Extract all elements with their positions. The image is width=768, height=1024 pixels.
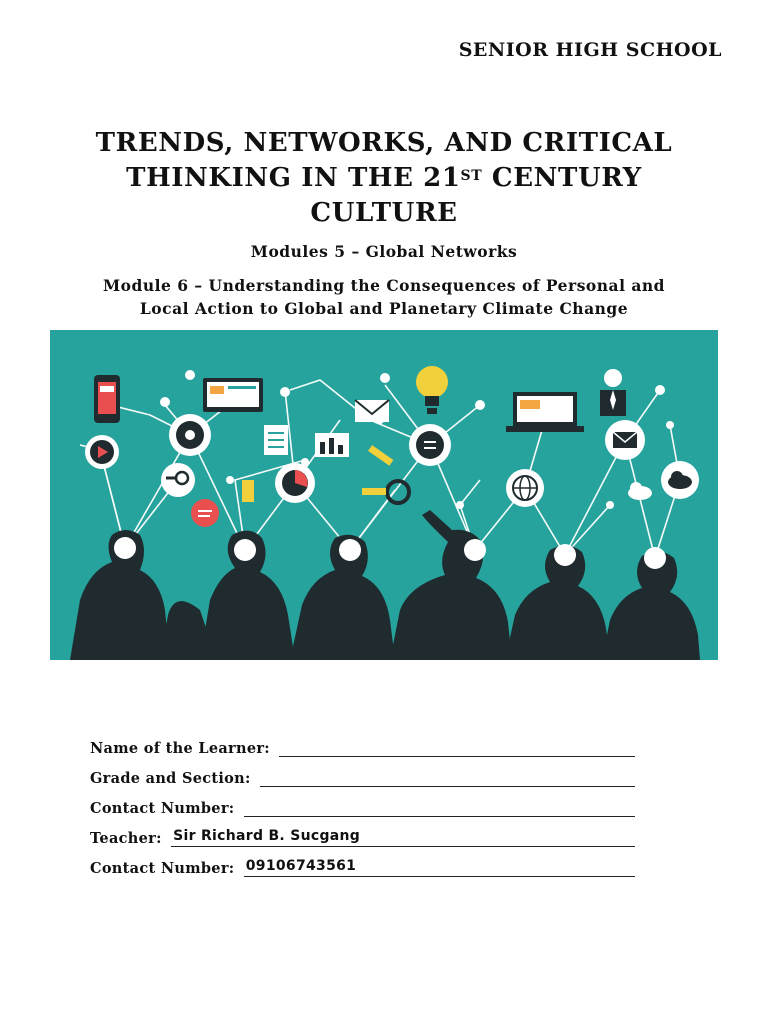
chat-icon (191, 499, 219, 527)
module-title (50, 126, 718, 231)
global-networks-illustration (50, 330, 718, 660)
learner-info-form (90, 727, 635, 877)
magnifier-icon (161, 463, 195, 497)
gear-icon (169, 414, 211, 456)
grade-section-label: Grade and Section: (90, 770, 256, 787)
superscript-st: ST (460, 168, 483, 184)
learner-name-label: Name of the Learner: (90, 740, 276, 757)
teacher-row (90, 817, 635, 847)
lightbulb-icon (416, 366, 448, 414)
learner-contact-field[interactable] (244, 797, 635, 817)
learner-contact-label: Contact Number: (90, 800, 240, 817)
title-line-3: CULTURE (310, 198, 458, 228)
play-icon (85, 435, 119, 469)
school-level-heading: SENIOR HIGH SCHOOL (458, 39, 722, 61)
laptop-icon (506, 392, 584, 432)
document-icon (264, 425, 288, 455)
people-silhouettes (70, 510, 700, 660)
title-line-2: THINKING IN THE 21ST CENTURY (126, 163, 642, 193)
grade-section-row (90, 757, 635, 787)
module-5-subtitle: Modules 5 – Global Networks (250, 242, 518, 261)
network-illustration-svg (50, 330, 718, 660)
chart-icon (315, 433, 349, 457)
teacher-contact-label: Contact Number: (90, 860, 240, 877)
smartphone-icon (94, 375, 120, 423)
envelope-icon-right (605, 420, 645, 460)
learner-name-row (90, 727, 635, 757)
pie-chart-icon (275, 463, 315, 503)
monitor-icon (203, 378, 263, 412)
learner-contact-row (90, 787, 635, 817)
hand-pointer-icon (242, 480, 254, 502)
envelope-icon (355, 400, 389, 422)
learner-name-field[interactable] (279, 737, 635, 757)
module-6-subtitle: Module 6 – Understanding the Consequences of Personal and Local Action to Global and Planetary Climate Change (102, 276, 666, 318)
cloud-icon (661, 461, 699, 499)
teacher-contact-field[interactable]: 09106743561 (244, 857, 635, 877)
title-line-1: TRENDS, NETWORKS, AND CRITICAL (95, 128, 673, 158)
businessman-icon (600, 369, 626, 416)
small-cloud-icon (628, 482, 652, 500)
search-magnifier-icon (362, 481, 409, 503)
chat-bubble-icon (409, 424, 451, 466)
globe-icon (506, 469, 544, 507)
pencil-icon (368, 445, 393, 466)
teacher-label: Teacher: (90, 830, 168, 847)
grade-section-field[interactable] (260, 767, 635, 787)
teacher-field[interactable]: Sir Richard B. Sucgang (171, 827, 635, 847)
teacher-contact-row (90, 847, 635, 877)
